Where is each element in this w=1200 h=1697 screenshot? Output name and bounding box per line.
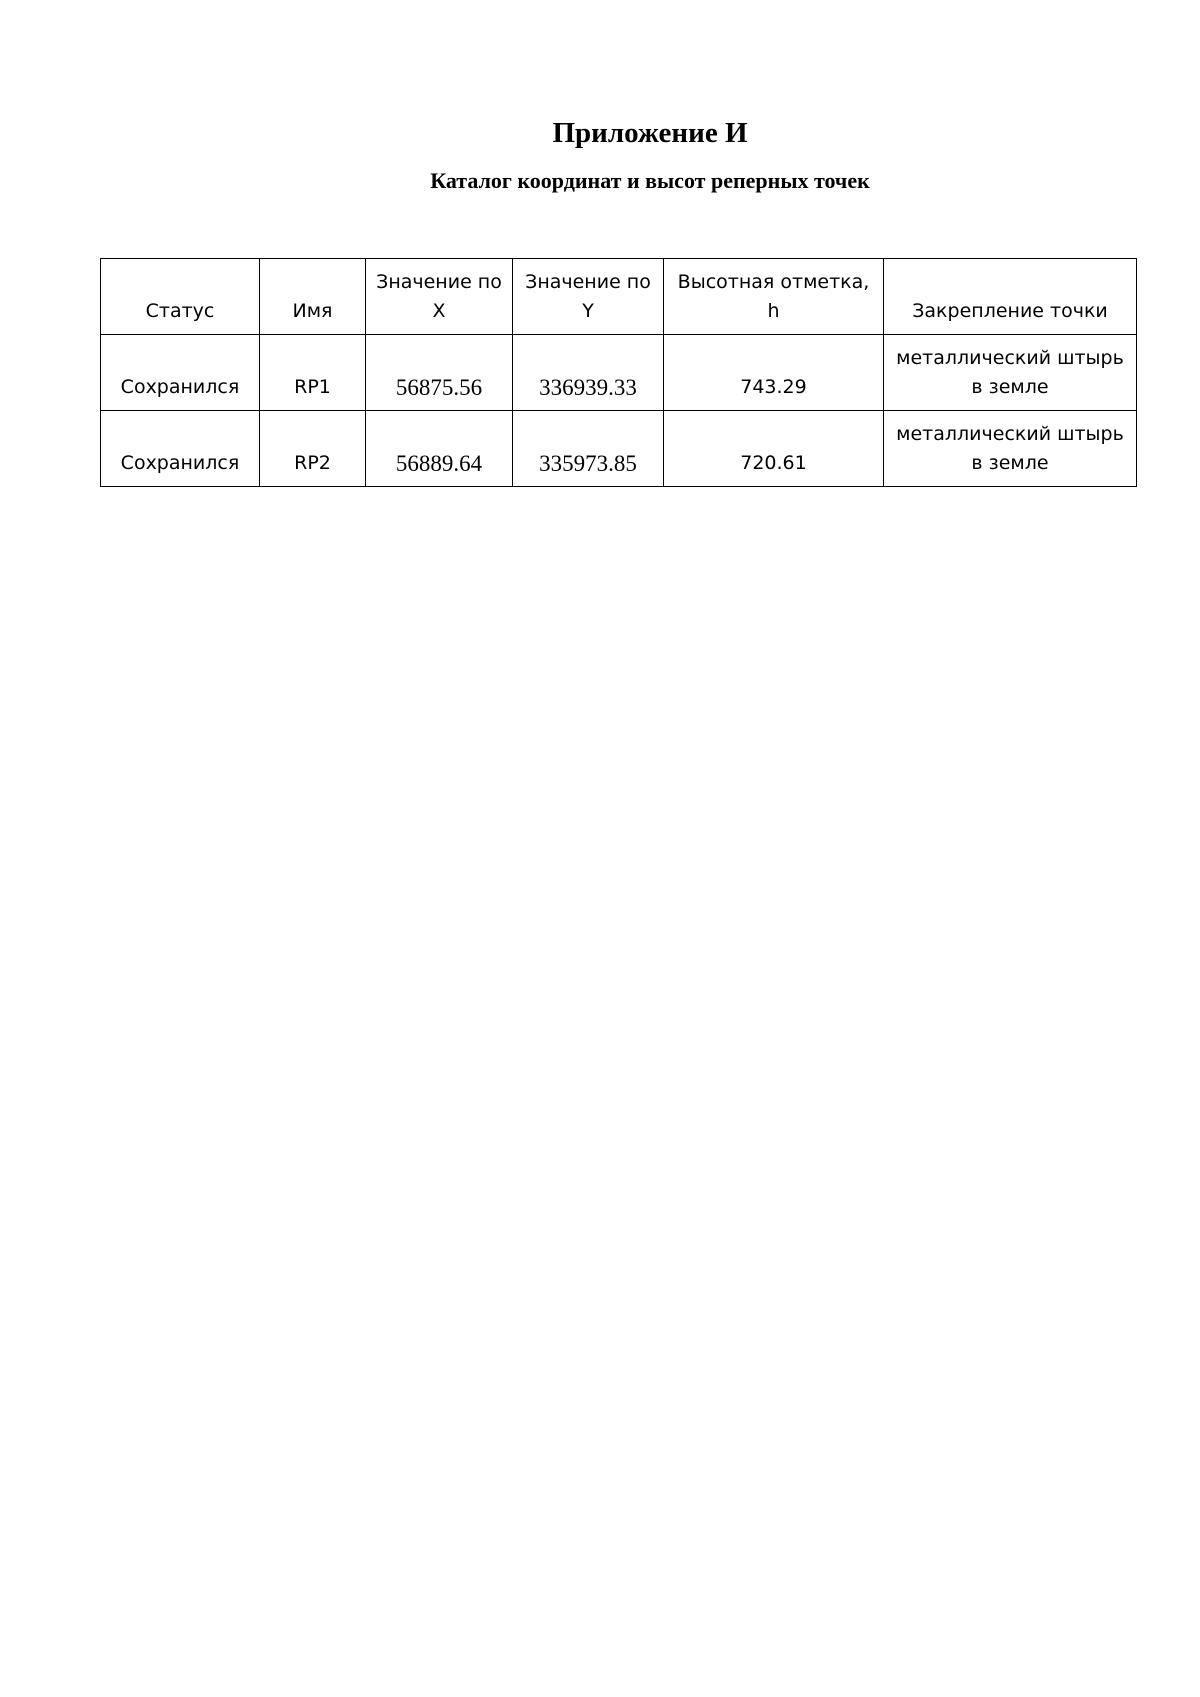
cell-fixing: металлический штырь в земле	[884, 411, 1137, 487]
header-y-value: Значение по Y	[513, 259, 664, 335]
page-subtitle: Каталог координат и высот реперных точек	[430, 168, 870, 193]
header-fixing: Закрепление точки	[884, 259, 1137, 335]
header-x-value: Значение по X	[366, 259, 513, 335]
cell-name: RP2	[260, 411, 366, 487]
cell-status: Сохранился	[101, 411, 260, 487]
table-row	[101, 411, 1137, 487]
cell-y: 336939.33	[513, 335, 664, 411]
page-title: Приложение И	[552, 117, 748, 149]
table-header-row	[101, 259, 1137, 335]
cell-height: 720.61	[664, 411, 884, 487]
cell-fixing: металлический штырь в земле	[884, 335, 1137, 411]
table-row	[101, 335, 1137, 411]
header-name: Имя	[260, 259, 366, 335]
cell-name: RP1	[260, 335, 366, 411]
cell-y: 335973.85	[513, 411, 664, 487]
header-status: Статус	[101, 259, 260, 335]
cell-status: Сохранился	[101, 335, 260, 411]
header-height: Высотная отметка, h	[664, 259, 884, 335]
cell-x: 56875.56	[366, 335, 513, 411]
benchmark-catalog-table	[100, 258, 1137, 487]
cell-x: 56889.64	[366, 411, 513, 487]
cell-height: 743.29	[664, 335, 884, 411]
